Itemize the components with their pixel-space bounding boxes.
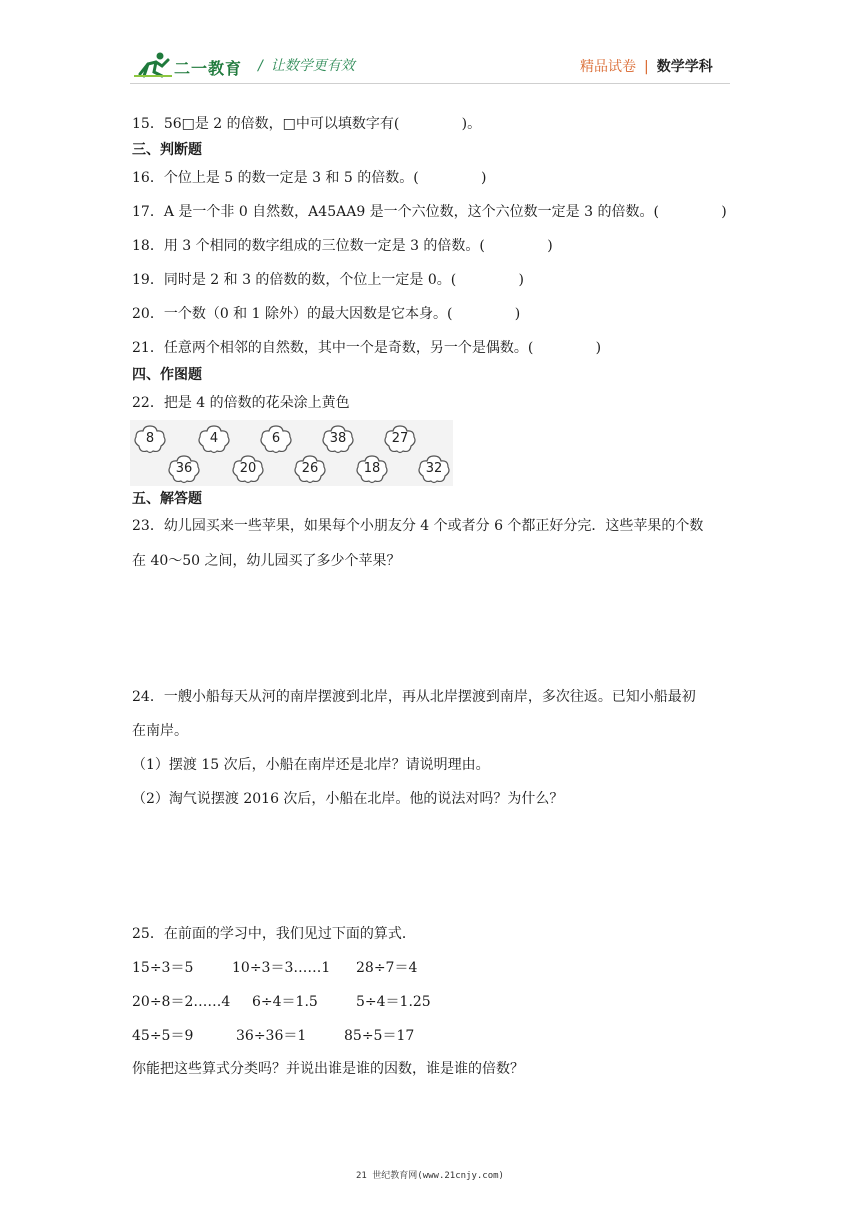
question-23-line2: 在 40～50 之间，幼儿园买了多少个苹果？ xyxy=(132,553,401,569)
question-24-line1: 24．一艘小船每天从河的南岸摆渡到北岸，再从北岸摆渡到南岸，多次往返。已知小船最初 xyxy=(132,689,696,705)
equation: 28÷7＝4 xyxy=(356,960,418,976)
flower-item xyxy=(132,424,168,454)
question-22: 22．把是 4 的倍数的花朵涂上黄色 xyxy=(132,395,350,411)
flower-item xyxy=(196,424,232,454)
flower-number: 20 xyxy=(239,461,257,476)
question-20: 20．一个数（0 和 1 除外）的最大因数是它本身。( ) xyxy=(132,306,521,322)
flower-number: 32 xyxy=(425,461,443,476)
header-right xyxy=(580,56,713,76)
tag-label: 精品试卷 xyxy=(580,59,636,75)
question-25-intro: 25．在前面的学习中，我们见过下面的算式． xyxy=(132,926,416,942)
flower-item xyxy=(292,454,328,484)
flower-number: 18 xyxy=(363,461,381,476)
equation: 36÷36＝1 xyxy=(236,1028,307,1044)
question-24-part1: （1）摆渡 15 次后，小船在南岸还是北岸？请说明理由。 xyxy=(132,757,490,773)
question-15: 15．56□是 2 的倍数，□中可以填数字有( )。 xyxy=(132,116,482,132)
subject-label: 数学学科 xyxy=(656,59,713,75)
question-24-part2: （2）淘气说摆渡 2016 次后，小船在北岸。他的说法对吗？为什么？ xyxy=(132,791,564,807)
flower-number: 8 xyxy=(145,431,155,446)
question-25-prompt: 你能把这些算式分类吗？并说出谁是谁的因数，谁是谁的倍数？ xyxy=(132,1061,524,1077)
flower-number: 4 xyxy=(209,431,219,446)
equation: 45÷5＝9 xyxy=(132,1028,194,1044)
flower-number: 36 xyxy=(175,461,193,476)
slogan xyxy=(258,55,355,75)
slogan-separator: / xyxy=(258,58,263,74)
header-divider: | xyxy=(644,59,649,75)
question-24-line2: 在南岸。 xyxy=(132,723,188,739)
equation: 85÷5＝17 xyxy=(344,1028,415,1044)
equation: 6÷4＝1.5 xyxy=(252,994,318,1010)
flower-item xyxy=(320,424,356,454)
flower-number: 26 xyxy=(301,461,319,476)
header-rule xyxy=(130,83,730,84)
question-21: 21．任意两个相邻的自然数，其中一个是奇数，另一个是偶数。( ) xyxy=(132,340,602,356)
slogan-text: 让数学更有效 xyxy=(270,58,355,74)
question-19: 19．同时是 2 和 3 的倍数的数，个位上一定是 0。( ) xyxy=(132,272,525,288)
flower-item xyxy=(354,454,390,484)
logo-text: 二一教育 xyxy=(174,59,243,78)
section-judgement: 三、判断题 xyxy=(132,142,202,158)
equation: 5÷4＝1.25 xyxy=(356,994,431,1010)
question-17: 17．A 是一个非 0 自然数，A45AA9 是一个六位数，这个六位数一定是 3 的倍数。( ) xyxy=(132,204,727,220)
equation: 20÷8＝2……4 xyxy=(132,994,231,1010)
flower-number: 6 xyxy=(271,431,281,446)
question-18: 18．用 3 个相同的数字组成的三位数一定是 3 的倍数。( ) xyxy=(132,238,553,254)
footer: 21 世纪教育网(www.21cnjy.com) xyxy=(356,1171,504,1181)
question-16: 16．个位上是 5 的数一定是 3 和 5 的倍数。( ) xyxy=(132,170,487,186)
flower-item xyxy=(416,454,452,484)
runner-logo-icon xyxy=(132,50,176,80)
flower-item xyxy=(382,424,418,454)
question-23-line1: 23．幼儿园买来一些苹果，如果每个小朋友分 4 个或者分 6 个都正好分完．这些苹果的个数 xyxy=(132,518,704,534)
equation: 15÷3＝5 xyxy=(132,960,194,976)
flower-figure xyxy=(130,420,453,486)
section-answers: 五、解答题 xyxy=(132,491,202,507)
flower-item xyxy=(166,454,202,484)
flower-number: 27 xyxy=(391,431,409,446)
flower-item xyxy=(258,424,294,454)
flower-item xyxy=(230,454,266,484)
section-drawing: 四、作图题 xyxy=(132,367,202,383)
equation: 10÷3＝3……1 xyxy=(232,960,331,976)
flower-number: 38 xyxy=(329,431,347,446)
